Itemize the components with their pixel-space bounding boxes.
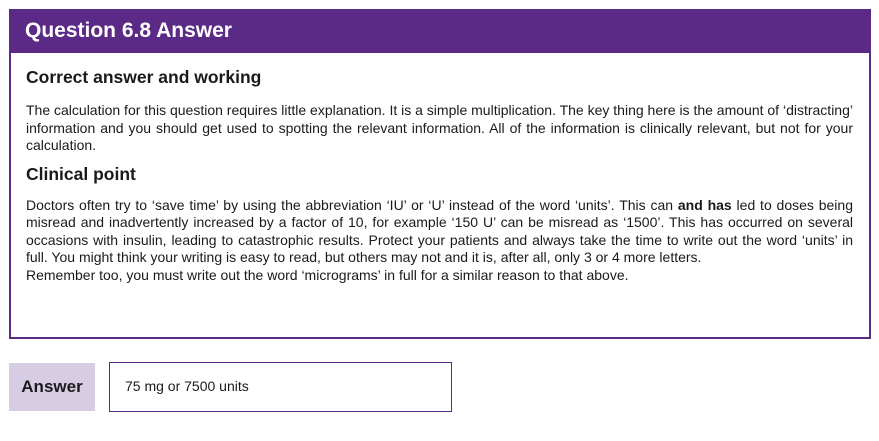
clinical-text-bold: and has (677, 196, 732, 213)
answer-content (11, 67, 869, 284)
answer-field (109, 362, 452, 412)
clinical-point-heading: Clinical point (26, 163, 136, 184)
clinical-text-part2: led to doses being misread and inadvertently increased by a factor of 10, for example ‘150 U’ can be misread as ‘1500’. This has occurred on several occasions with insulin, leading to catastrophic results. Protect your patients and always take the time to write out the word ‘units’ in full. You might think your writing is easy to read, but others may not and it is, after all, only 3 or 4 more letters. (26, 196, 853, 265)
answer-label: Answer (9, 363, 95, 411)
question-title: Question 6.8 Answer (25, 19, 232, 42)
working-paragraph: The calculation for this question requires little explanation. It is a simple multiplication. The key thing here is the amount of ‘distracting’ information and you should get used to spotting the relevant information. All of the information is clinically relevant, but not for your calculation. (26, 102, 853, 153)
answer-value: 75 mg or 7500 units (125, 378, 249, 394)
clinical-point-paragraph (26, 197, 853, 267)
working-heading: Correct answer and working (26, 67, 262, 87)
question-header (11, 11, 869, 53)
clinical-text-part1: Doctors often try to ‘save time’ by using the abbreviation ‘IU’ or ‘U’ instead of the word ‘units’. This can (26, 196, 678, 213)
remember-paragraph: Remember too, you must write out the word ‘micrograms’ in full for a similar reason to that above. (26, 266, 629, 283)
question-answer-panel (9, 9, 871, 339)
